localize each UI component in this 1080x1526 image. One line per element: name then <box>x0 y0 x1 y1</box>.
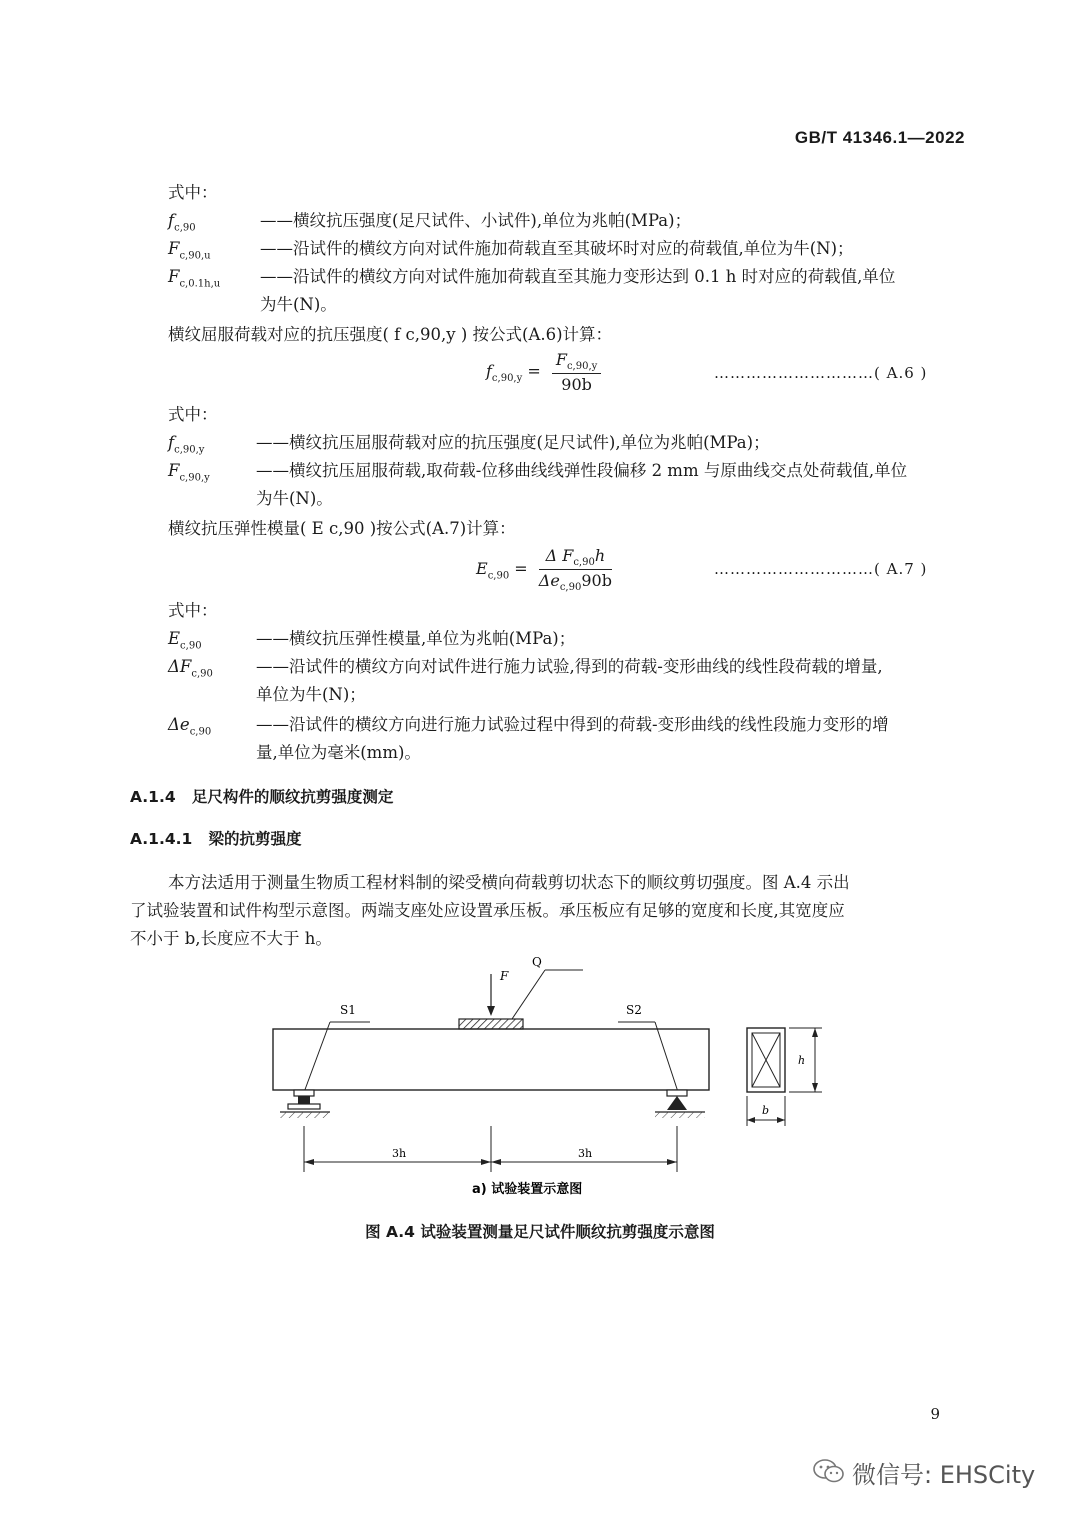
label-f: F <box>500 969 509 983</box>
right-pin-support <box>667 1096 687 1110</box>
symbol: $F_{c,0.1h,u}$ <box>168 267 221 290</box>
definition-text: ——沿试件的横纹方向对试件进行施力试验,得到的荷载-变形曲线的线性段荷载的增量, <box>256 657 883 676</box>
right-ground <box>655 1112 705 1118</box>
equation-a7: $E_{c,90}$ = $\frac{\Delta F_{c,90}h}{\Delta e_{c,90}90b}$ <box>476 546 612 594</box>
definition-row <box>168 432 770 461</box>
definition-continuation: 为牛(N)。 <box>256 489 333 508</box>
formula-intro: 横纹屈服荷载对应的抗压强度( f c,90,y ) 按公式(A.6)计算： <box>168 325 613 344</box>
label-s1: S1 <box>340 1003 356 1017</box>
subsection-heading: A.1.4.1 梁的抗剪强度 <box>130 830 302 848</box>
symbol: $\Delta F_{c,90}$ <box>168 657 213 680</box>
left-roller <box>298 1096 310 1104</box>
formula-intro: 横纹抗压弹性模量( E c,90 )按公式(A.7)计算： <box>168 519 516 538</box>
definition-text: ——横纹抗压屈服荷载对应的抗压强度(足尺试件),单位为兆帕(MPa)； <box>256 433 770 452</box>
definition-text: ——沿试件的横纹方向对试件施加荷载直至其破坏时对应的荷载值,单位为牛(N)； <box>260 239 854 258</box>
definition-text: ——横纹抗压屈服荷载,取荷载-位移曲线线弹性段偏移 2 mm 与原曲线交点处荷载值,单位 <box>256 461 908 480</box>
definition-row <box>168 628 575 657</box>
beam <box>273 1029 709 1090</box>
right-bearing-plate <box>667 1090 687 1096</box>
figure-subcaption: a) 试验装置示意图 <box>472 1182 583 1197</box>
definition-text: ——沿试件的横纹方向对试件施加荷载直至其施力变形达到 0.1 h 时对应的荷载值,单位 <box>260 267 896 286</box>
label-b: b <box>762 1104 770 1117</box>
label-q: Q <box>532 955 542 969</box>
definition-continuation: 为牛(N)。 <box>260 295 337 314</box>
definition-text: ——沿试件的横纹方向进行施力试验过程中得到的荷载-变形曲线的线性段施力变形的增 <box>256 715 889 734</box>
symbol: $\Delta e_{c,90}$ <box>168 715 212 738</box>
definition-row <box>168 210 691 239</box>
figure-caption: 图 A.4 试验装置测量足尺试件顺纹抗剪强度示意图 <box>365 1223 715 1241</box>
definition-row <box>168 460 907 489</box>
where-label: 式中： <box>168 601 218 620</box>
definition-row <box>168 714 889 743</box>
symbol: $E_{c,90}$ <box>168 629 202 652</box>
definition-continuation: 量,单位为毫米(mm)。 <box>256 743 421 762</box>
equation-leader: …………………………( A.7 ) <box>714 560 928 578</box>
page-number: 9 <box>930 1405 940 1423</box>
definition-row <box>168 266 895 295</box>
definition-text: ——横纹抗压强度(足尺试件、小试件),单位为兆帕(MPa)； <box>260 211 692 230</box>
test-setup-figure <box>0 940 1080 1210</box>
definition-row <box>168 656 883 685</box>
symbol: $F_{c,90,y}$ <box>168 461 210 484</box>
definition-text: ——横纹抗压弹性模量,单位为兆帕(MPa)； <box>256 629 576 648</box>
paragraph-line: 了试验装置和试件构型示意图。两端支座处应设置承压板。承压板应有足够的宽度和长度,其宽度应 <box>130 901 845 920</box>
left-ground <box>280 1112 330 1118</box>
standard-number: GB/T 41346.1—2022 <box>794 128 965 147</box>
definition-row <box>168 238 854 267</box>
watermark-text: 微信号: EHSCity <box>852 1461 1036 1489</box>
label-s2: S2 <box>626 1003 642 1017</box>
where-label: 式中： <box>168 183 218 202</box>
section-heading: A.1.4 足尺构件的顺纹抗剪强度测定 <box>130 788 394 806</box>
label-h: h <box>798 1054 806 1067</box>
equation-leader: …………………………( A.6 ) <box>714 364 928 382</box>
paragraph-line: 不小于 b,长度应不大于 h。 <box>130 929 332 948</box>
symbol: $f_{c,90}$ <box>168 211 196 234</box>
equation-a6: $f_{c,90,y}$ = $\frac{F_{c,90,y}}{90b}$ <box>486 350 601 394</box>
symbol: $f_{c,90,y}$ <box>168 433 205 456</box>
loading-plate <box>459 1019 523 1029</box>
paragraph-line: 本方法适用于测量生物质工程材料制的梁受横向荷载剪切状态下的顺纹剪切强度。图 A.4 示出 <box>168 873 850 892</box>
wechat-icon <box>812 1458 846 1484</box>
left-bearing-plate <box>294 1090 314 1096</box>
span-left-label: 3h <box>392 1147 407 1160</box>
where-label: 式中： <box>168 405 218 424</box>
load-arrow-icon <box>487 1006 495 1016</box>
span-right-label: 3h <box>578 1147 593 1160</box>
definition-continuation: 单位为牛(N)； <box>256 685 366 704</box>
symbol: $F_{c,90,u}$ <box>168 239 211 262</box>
